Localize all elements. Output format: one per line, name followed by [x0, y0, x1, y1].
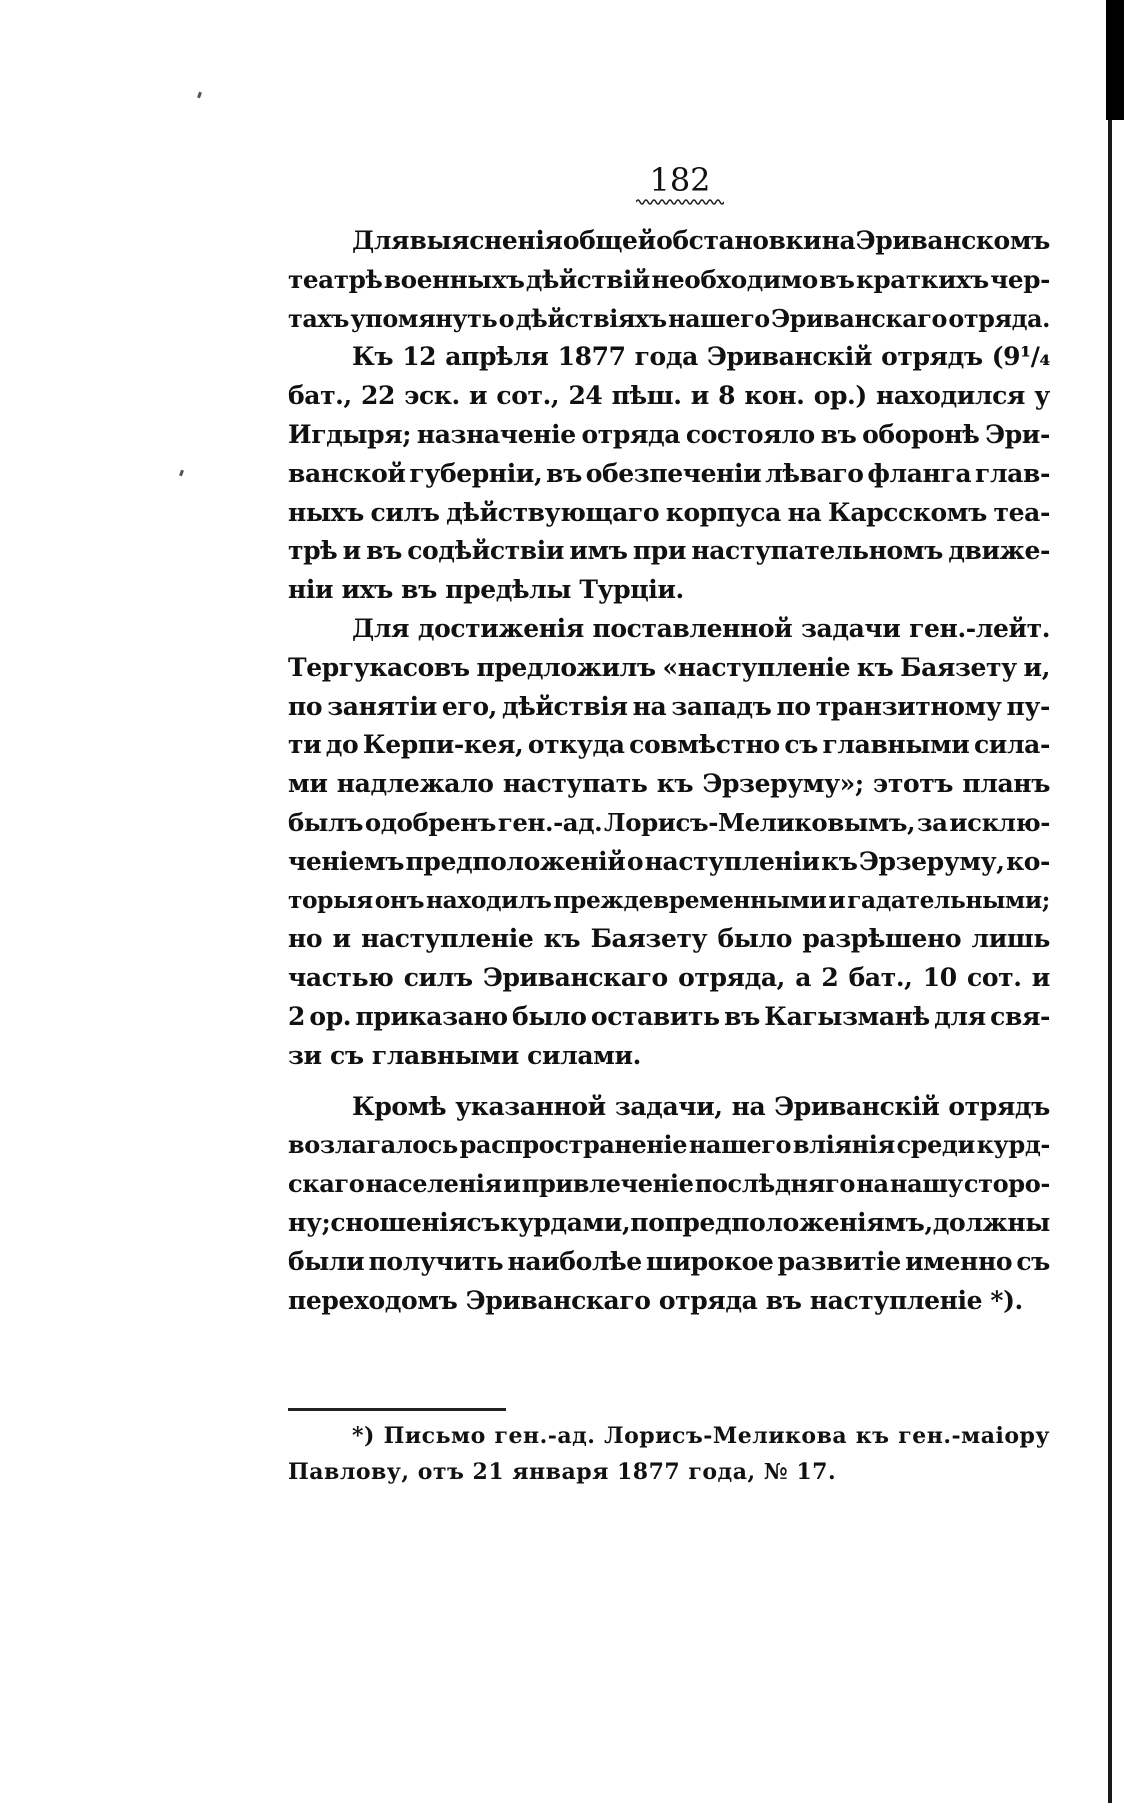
text-line: Тергукасовъ предложилъ «наступленіе къ Баязету и, [288, 652, 1050, 682]
text-line: ныхъ силъ дѣйствующаго корпуса на Карсскомъ теа- [288, 497, 1050, 527]
scan-edge-bar [1106, 0, 1124, 120]
paragraph-2 [288, 338, 1050, 610]
footnote-line: Павлову, отъ 21 января 1877 года, № 17. [288, 1459, 837, 1485]
text-line: былъ одобренъ ген.-ад. Лорисъ-Меликовымъ, за исклю- [288, 807, 1050, 837]
text-line: Для достиженія поставленной задачи ген.-лейт. [352, 613, 1050, 643]
text-line: ти до Керпи-кея, откуда совмѣстно съ главными сила- [288, 730, 1050, 760]
scan-edge-line [1108, 120, 1112, 1803]
text-line: торыя онъ находилъ преждевременными и гадательными; [288, 886, 1050, 914]
text-line: были получить наиболѣе широкое развитіе именно съ [288, 1246, 1050, 1276]
text-line: Для выясненія общей обстановки на Эриванскомъ [352, 226, 1050, 255]
text-line: Игдыря; назначеніе отряда состояло въ оборонѣ Эри- [288, 419, 1050, 449]
text-line: Къ 12 апрѣля 1877 года Эриванскій отрядъ (9¹/₄ [352, 342, 1050, 372]
text-line: скаго населенія и привлеченіе послѣдняго на нашу сторо- [288, 1169, 1050, 1199]
text-line: трѣ и въ содѣйствіи имъ при наступательномъ движе- [288, 536, 1050, 566]
text-line: ми надлежало наступать къ Эрзеруму»; этотъ планъ [288, 769, 1050, 799]
text-line: бат., 22 эск. и сот., 24 пѣш. и 8 кон. ор.) находился у [288, 381, 1050, 411]
text-line: ніи ихъ въ предѣлы Турціи. [288, 575, 684, 605]
text-line: ванской губерніи, въ обезпеченіи лѣваго фланга глав- [288, 458, 1050, 488]
text-line: ченіемъ предположеній о наступленіи къ Эрзеруму, ко- [288, 846, 1050, 876]
text-line: переходомъ Эриванскаго отряда въ наступленіе *). [288, 1285, 1023, 1315]
paragraph-4 [288, 1088, 1050, 1321]
footnote-line: *) Письмо ген.-ад. Лорисъ-Меликова къ ген.-маіору [352, 1423, 1050, 1449]
text-line: но и наступленіе къ Баязету было разрѣшено лишь [288, 924, 1050, 954]
scan-speck [179, 470, 184, 477]
paragraph-3 [288, 610, 1050, 1076]
text-line: возлагалось распространеніе нашего вліянія среди курд- [288, 1131, 1050, 1160]
text-line: зи съ главными силами. [288, 1040, 641, 1070]
footnote [288, 1418, 1050, 1490]
text-line: по занятіи его, дѣйствія на западъ по транзитному пу- [288, 691, 1050, 721]
footnote-rule [288, 1408, 506, 1411]
paragraph-1 [288, 222, 1050, 338]
text-line: частью силъ Эриванскаго отряда, а 2 бат., 10 сот. и [288, 963, 1050, 993]
text-line: тахъ упомянуть о дѣйствіяхъ нашего Эриванскаго отряда. [288, 304, 1050, 333]
text-line: Кромѣ указанной задачи, на Эриванскій отрядъ [352, 1091, 1050, 1121]
text-line: 2 ор. приказано было оставить въ Кагызманѣ для свя- [288, 1001, 1050, 1031]
text-line: ну; сношенія съ курдами, по предположеніямъ, должны [288, 1207, 1050, 1237]
page-number-ornament [636, 198, 724, 206]
page-number: 182 [649, 161, 711, 199]
scan-speck [197, 92, 202, 99]
main-text [288, 222, 1050, 1320]
text-line: театрѣ военныхъ дѣйствій необходимо въ краткихъ чер- [288, 264, 1050, 294]
